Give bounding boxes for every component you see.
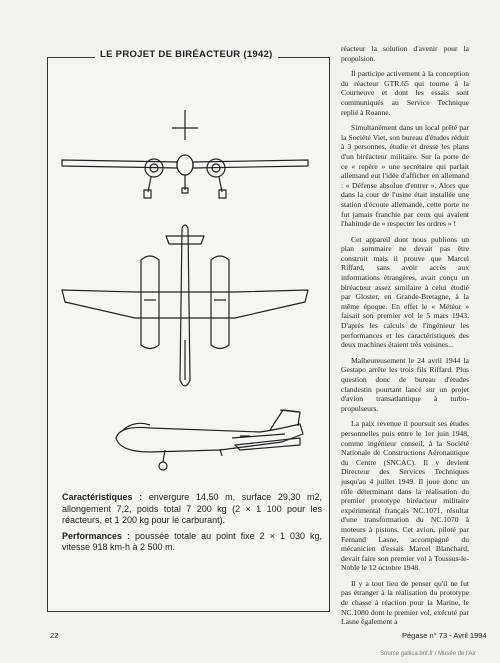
top-view-drawing — [62, 225, 308, 386]
specifications-block — [62, 492, 322, 558]
article-paragraph: réacteur la solution d'avenir pour la propulsion. — [341, 44, 469, 63]
article-paragraph: Cet appareil dont nous publions un plan sommaire ne devait pas être construit mais il prouve que Marcel Riffard, sans avoir accès aux informations étrangères, avait conçu un biréacteur assez similaire à celui étudié par Gloster, en Grande-Bretagne, à la même époque. En effet le « Météor » faisait son premier vol le 5 mars 1943. D'après les calculs de l'ingénieur les performances et les caractéristiques des deux machines étaient très voisines... — [341, 234, 469, 350]
source-credit: Source gallica.bnf.fr / Musée de l'Air — [380, 651, 476, 657]
performance-label: Performances : — [62, 530, 131, 541]
performance-text: poussée totale au point fixe 2 × 1 030 kg, vitesse 918 km-h à 2 500 m. — [62, 530, 323, 553]
characteristics-text: envergure 14,50 m, surface 29,30 m2, allongement 7,2, poids total 7 200 kg (2 × 1 100 pour les réacteurs, et 1 200 kg pour le carburant). — [62, 492, 322, 526]
issue-info: Pégase n° 73 - Avril 1994 — [402, 631, 487, 640]
article-paragraph: Malheureusement le 24 avril 1944 la Gestapo arrête les trois fils Riffard. Plus question donc de bureau d'études clandestin pourtant lancé sur un projet d'avion transatlantique à turbo-propulseurs. — [341, 355, 469, 413]
characteristics-label: Caractéristiques : — [62, 492, 143, 502]
front-view-drawing — [62, 110, 308, 198]
article-paragraph: La paix revenue il poursuit ses études personnelles puis entre le 1er juin 1948, comme ingénieur conseil, à la Société Nationale de Constructions Aéronautique du Centre (SNCAC). Il y devient Directeur des Services Techniques jusqu'au 4 juillet 1949. Il joue donc un rôle déterminant dans la réalisation du premier prototype biréacteur militaire expérimental français NC.1071, résultat d'une transformation du NC.1070 à moteurs à pistons. Cet avion, piloté par Fernand Lasne, accompagné du mécanicien d'essais Marcel Blanchard, devait faire son premier vol à Toussus-le-Noble le 12 octobre 1948. — [341, 419, 469, 573]
figure-title: LE PROJET DE BIRÉACTEUR (1942) — [95, 49, 278, 60]
article-paragraph: Il y a tout lieu de penser qu'il ne fut pas étranger à la réalisation du prototype de chasse à réaction pour la Marine, le NC.1080 dont le premier vol, exécuté par Lasne également a — [341, 578, 469, 627]
page-number: 22 — [50, 631, 59, 640]
article-column — [341, 44, 469, 633]
article-paragraph: Simultanément dans un local prêté par la Société Viet, son bureau d'études réduit à 3 personnes, étudie et dresse les plans d'un biréacteur militaire. Sur la porte de ce « repère » une secrétaire qui parlait allemand eut l'idée d'afficher en allemand : « Défense absolue d'entrer ». Alors que dans la cour de l'usine était installée une station d'écoute allemande, cette porte ne fut jamais franchie par ceux qui avaient l'habitude de « respecter les ordres » ! — [341, 123, 469, 229]
characteristics-paragraph — [62, 492, 322, 527]
article-paragraph: Il participe activement à la conception du réacteur GTR.65 qui tourne à la Courneuve et dont les essais sont communiqués au Service Technique replié à Roanne. — [341, 69, 469, 117]
performance-paragraph — [62, 531, 322, 554]
side-view-drawing — [116, 410, 303, 470]
